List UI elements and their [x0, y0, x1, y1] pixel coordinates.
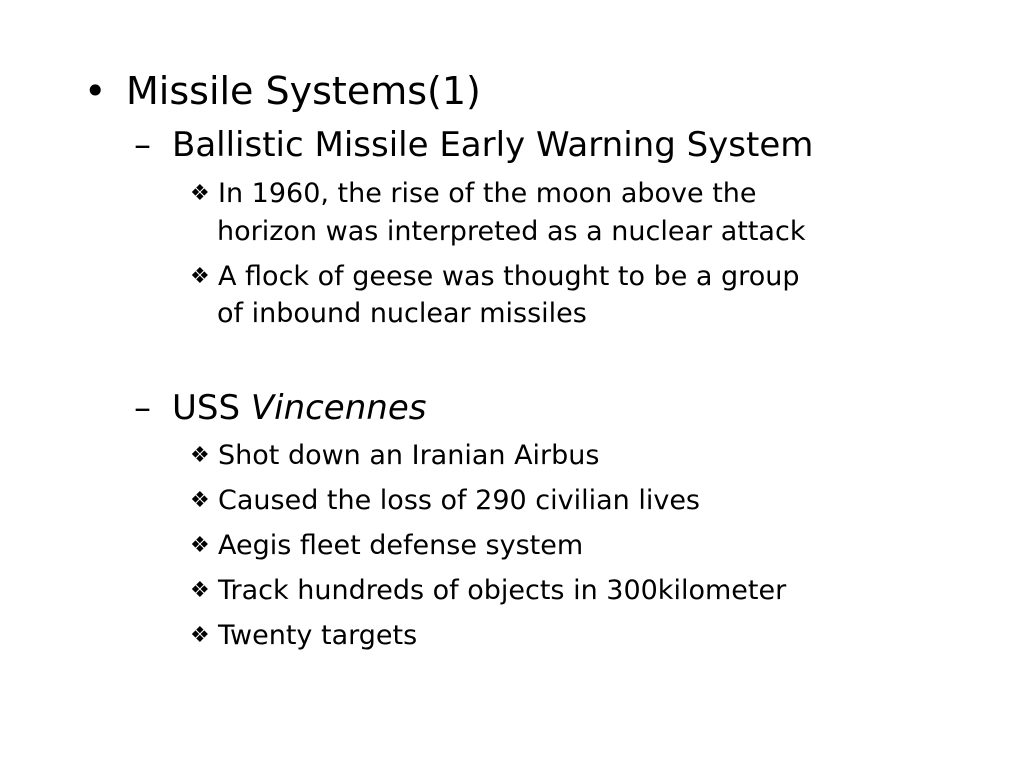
list-item-text: Caused the loss of 290 civilian lives: [218, 485, 700, 516]
list-item-continuation: of inbound nuclear missiles: [217, 298, 587, 329]
diamond-bullet-icon: ❖: [190, 488, 210, 513]
ship-name-italic: Vincennes: [250, 388, 427, 428]
heading-text: Missile Systems(1): [126, 69, 481, 113]
slide-heading: [84, 66, 481, 116]
diamond-bullet-icon: ❖: [190, 533, 210, 558]
list-item: [190, 617, 417, 655]
list-item: [190, 175, 757, 213]
dash-marker: –: [134, 388, 151, 428]
list-item-text: Track hundreds of objects in 300kilometer: [218, 575, 787, 606]
diamond-bullet-icon: ❖: [190, 623, 210, 648]
list-item-text: Twenty targets: [218, 620, 418, 651]
section-title-text: Ballistic Missile Early Warning System: [172, 125, 814, 165]
section-title-vincennes: [134, 386, 426, 430]
section-title-bmews: [134, 123, 813, 167]
list-item-text: Aegis fleet defense system: [218, 530, 584, 561]
diamond-bullet-icon: ❖: [190, 181, 210, 206]
list-item-text: In 1960, the rise of the moon above the: [218, 178, 757, 209]
list-item: [190, 527, 583, 565]
list-item-text: Shot down an Iranian Airbus: [218, 440, 600, 471]
list-item: [190, 437, 599, 475]
diamond-bullet-icon: ❖: [190, 578, 210, 603]
bullet-dot-icon: •: [84, 69, 107, 113]
section-title-text: USS: [172, 388, 251, 428]
list-item-text: A flock of geese was thought to be a group: [218, 261, 800, 292]
dash-marker: –: [134, 125, 151, 165]
list-item-continuation: horizon was interpreted as a nuclear attack: [217, 216, 806, 247]
list-item: [190, 258, 799, 296]
diamond-bullet-icon: ❖: [190, 264, 210, 289]
diamond-bullet-icon: ❖: [190, 443, 210, 468]
list-item: [190, 482, 700, 520]
list-item: [190, 572, 786, 610]
